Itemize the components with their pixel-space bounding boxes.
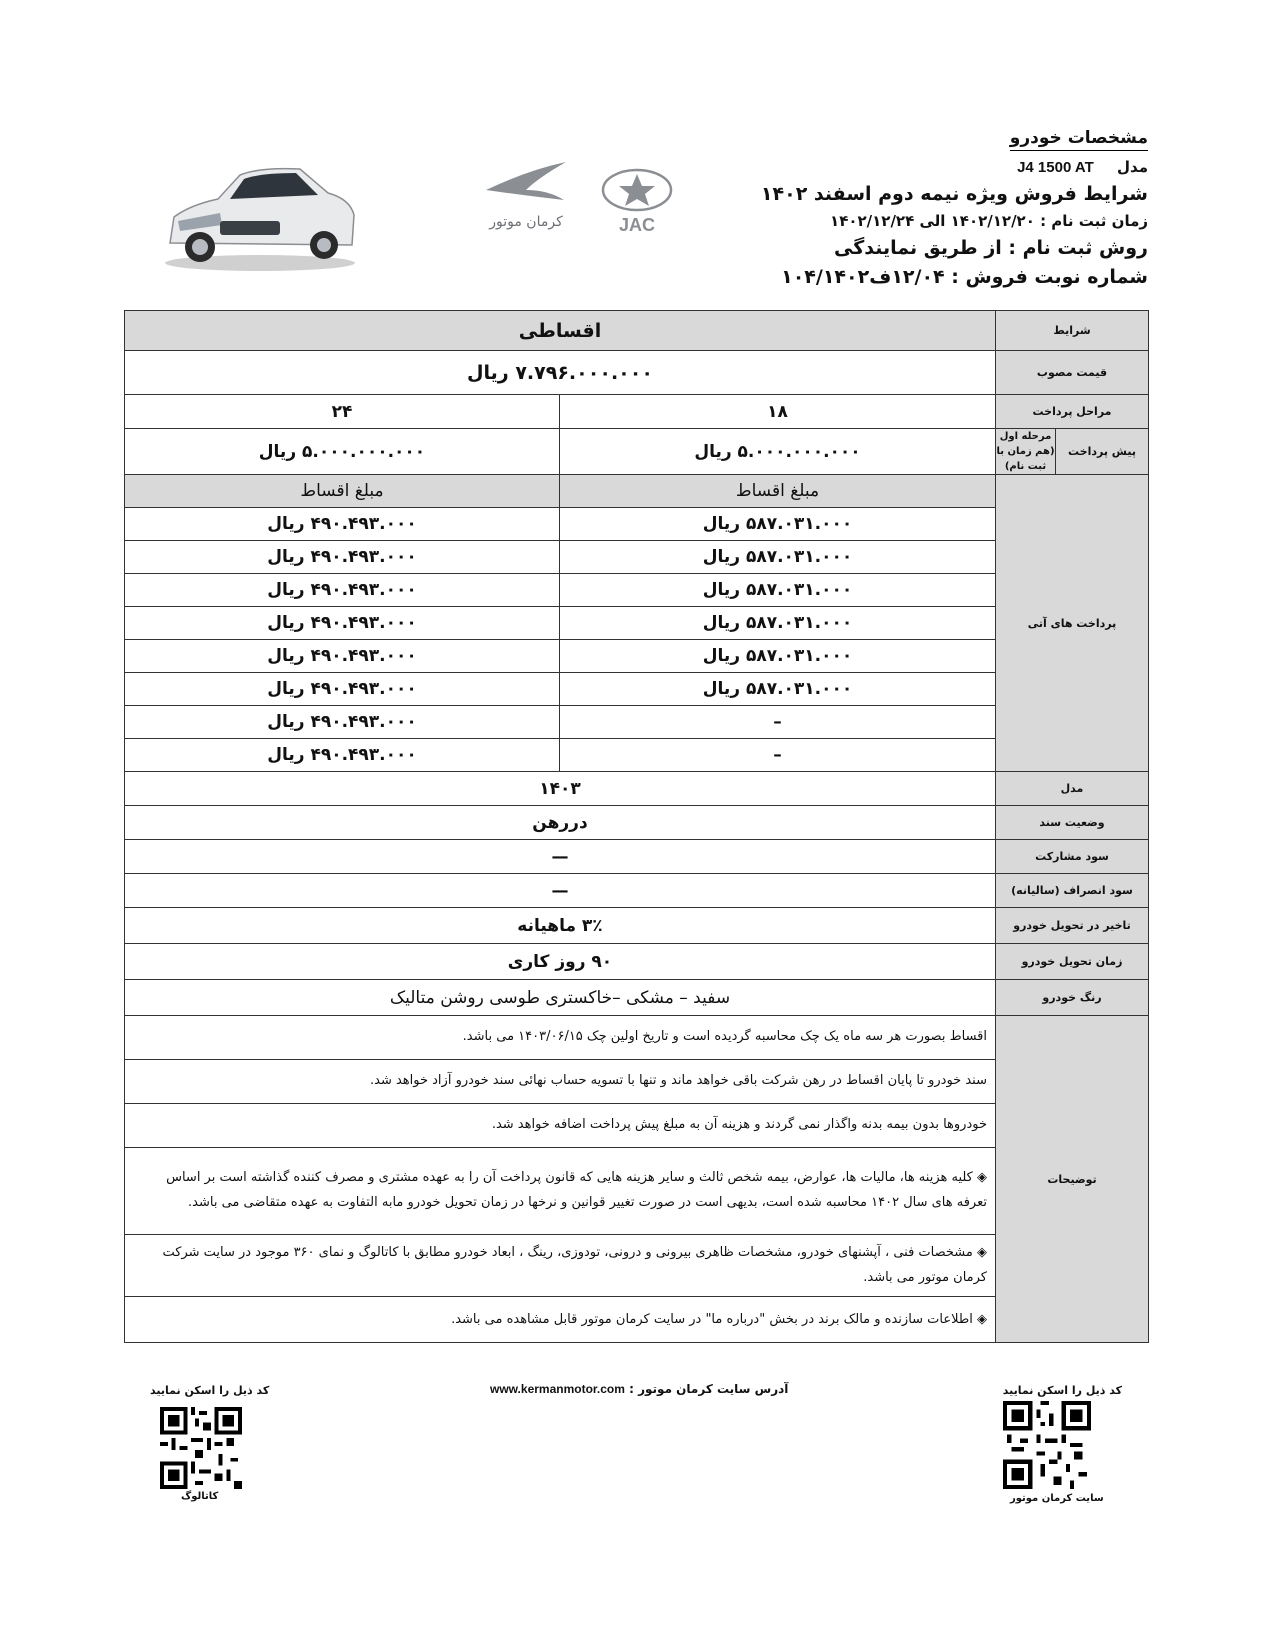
cancellation-profit-label: سود انصراف (سالیانه) [996,874,1149,908]
car-image [160,155,360,275]
notes-label: توضیحات [996,1016,1149,1343]
table-row [124,508,1148,541]
model-value: J4 1500 AT [1017,159,1094,176]
conditions-table [125,310,1149,1343]
installment-24: ۴۹۰.۴۹۳.۰۰۰ ریال [124,574,559,607]
note-item: ◈ کلیه هزینه ها، مالیات ها، عوارض، بیمه شخص ثالث و سایر هزینه هایی که قانون پرداخت آن را به عهده مشتری و مصرف کننده گذاشته است بر اساس تعرفه های سال ۱۴۰۲ محاسبه شده است، بدیهی است در صورت تغییر قوانین و نرخها در زمان تحویل خودرو مابه التفاوت به عهده متقاضی می باشد. [124,1148,995,1235]
delivery-delay-label: تاخیر در تحویل خودرو [996,908,1149,944]
document-status-value: دررهن [124,806,995,840]
stage-24: ۲۴ [124,395,559,429]
first-stage-label: مرحله اول [999,431,1052,442]
note-item: اقساط بصورت هر سه ماه یک چک محاسبه گردیده است و تاریخ اولین چک ۱۴۰۳/۰۶/۱۵ می باشد. [124,1016,995,1060]
scan-label-left: کد ذیل را اسکن نمایید [150,1384,270,1397]
jac-logo [592,168,682,238]
first-stage-note: (هم زمان با ثبت نام) [996,446,1055,472]
table-row [124,706,1148,739]
header-info [760,128,1148,288]
installment-18: – [560,739,996,772]
installment-18: ۵۸۷.۰۳۱.۰۰۰ ریال [560,607,996,640]
table-row [124,640,1148,673]
installment-24: ۴۹۰.۴۹۳.۰۰۰ ریال [124,640,559,673]
stage-18: ۱۸ [560,395,996,429]
kerman-motor-logo [478,160,574,240]
installment-18: ۵۸۷.۰۳۱.۰۰۰ ریال [560,508,996,541]
conditions-value: اقساطی [124,311,995,351]
installments-header-18: مبلغ اقساط [560,475,996,508]
delivery-delay-value: ۳٪ ماهیانه [124,908,995,944]
model-label: مدل [1117,158,1148,176]
registration-method: روش ثبت نام : از طریق نمایندگی [833,237,1148,259]
document-status-label: وضعیت سند [996,806,1149,840]
note-item: خودروها بدون بیمه بدنه واگذار نمی گردند و هزینه آن به مبلغ پیش پرداخت اضافه خواهد شد. [124,1104,995,1148]
table-row [124,739,1148,772]
installment-24: ۴۹۰.۴۹۳.۰۰۰ ریال [124,508,559,541]
sale-turn-number: شماره نوبت فروش : ۱۲/۰۴ف۱۰۴/۱۴۰۲ [781,266,1148,288]
conditions-label: شرایط [996,311,1149,351]
installment-18: ۵۸۷.۰۳۱.۰۰۰ ریال [560,640,996,673]
price-label: قیمت مصوب [996,351,1149,395]
registration-time: زمان ثبت نام : ۱۴۰۲/۱۲/۲۰ الی ۱۴۰۲/۱۲/۲۴ [830,212,1148,230]
installment-24: ۴۹۰.۴۹۳.۰۰۰ ریال [124,607,559,640]
sale-conditions: شرایط فروش ویژه نیمه دوم اسفند ۱۴۰۲ [760,183,1148,205]
website-label: آدرس سایت کرمان موتور : [629,1382,789,1396]
delivery-time-label: زمان تحویل خودرو [996,944,1149,980]
color-label: رنگ خودرو [996,980,1149,1016]
installment-18: ۵۸۷.۰۳۱.۰۰۰ ریال [560,541,996,574]
price-value: ۷.۷۹۶.۰۰۰.۰۰۰ ریال [124,351,995,395]
website-url[interactable]: www.kermanmotor.com [490,1382,625,1396]
model-year-label: مدل [996,772,1149,806]
model-line [848,158,1148,176]
color-value: سفید – مشکی –خاکستری طوسی روشن متالیک [124,980,995,1016]
website-line [490,1382,788,1396]
cancellation-profit-value: — [124,874,995,908]
prepay-label: پیش پرداخت [1056,429,1149,475]
participation-profit-label: سود مشارکت [996,840,1149,874]
table-row [124,607,1148,640]
catalog-qr-icon[interactable] [160,1407,242,1489]
installments-header-24: مبلغ اقساط [124,475,559,508]
site-qr-icon[interactable] [1003,1401,1091,1489]
note-item: ◈ اطلاعات سازنده و مالک برند در بخش "درباره ما" در سایت کرمان موتور قابل مشاهده می باشد. [124,1297,995,1343]
note-item: ◈ مشخصات فنی ، آپشنهای خودرو، مشخصات ظاهری بیرونی و درونی، تودوزی، رینگ ، ابعاد خودرو مطابق با کاتالوگ و نمای ۳۶۰ موجود در سایت شرکت کرمان موتور می باشد. [124,1235,995,1297]
installment-18: ۵۸۷.۰۳۱.۰۰۰ ریال [560,574,996,607]
installment-24: ۴۹۰.۴۹۳.۰۰۰ ریال [124,739,559,772]
installment-18: ۵۸۷.۰۳۱.۰۰۰ ریال [560,673,996,706]
note-item: سند خودرو تا پایان اقساط در رهن شرکت باقی خواهد ماند و تنها با تسویه حساب نهائی سند خودرو آزاد خواهد شد. [124,1060,995,1104]
prepay-18: ۵.۰۰۰.۰۰۰.۰۰۰ ریال [560,429,996,475]
table-row [124,541,1148,574]
brand-name: JAC [618,215,656,235]
table-row [124,574,1148,607]
installment-24: ۴۹۰.۴۹۳.۰۰۰ ریال [124,541,559,574]
future-payments-label: پرداخت های آتی [996,475,1149,772]
installment-18: – [560,706,996,739]
installment-24: ۴۹۰.۴۹۳.۰۰۰ ریال [124,673,559,706]
installment-24: ۴۹۰.۴۹۳.۰۰۰ ریال [124,706,559,739]
stages-label: مراحل پرداخت [996,395,1149,429]
site-label: سایت کرمان موتور [1010,1493,1104,1504]
catalog-label: کاتالوگ [181,1491,219,1502]
spec-title: مشخصات خودرو [1010,128,1148,151]
first-stage-cell [996,429,1056,475]
scan-label-right: کد ذیل را اسکن نمایید [1002,1384,1122,1397]
participation-profit-value: — [124,840,995,874]
table-row [124,673,1148,706]
dealer-name: کرمان موتور [489,214,563,230]
model-year-value: ۱۴۰۳ [124,772,995,806]
prepay-24: ۵.۰۰۰.۰۰۰.۰۰۰ ریال [124,429,559,475]
delivery-time-value: ۹۰ روز کاری [124,944,995,980]
